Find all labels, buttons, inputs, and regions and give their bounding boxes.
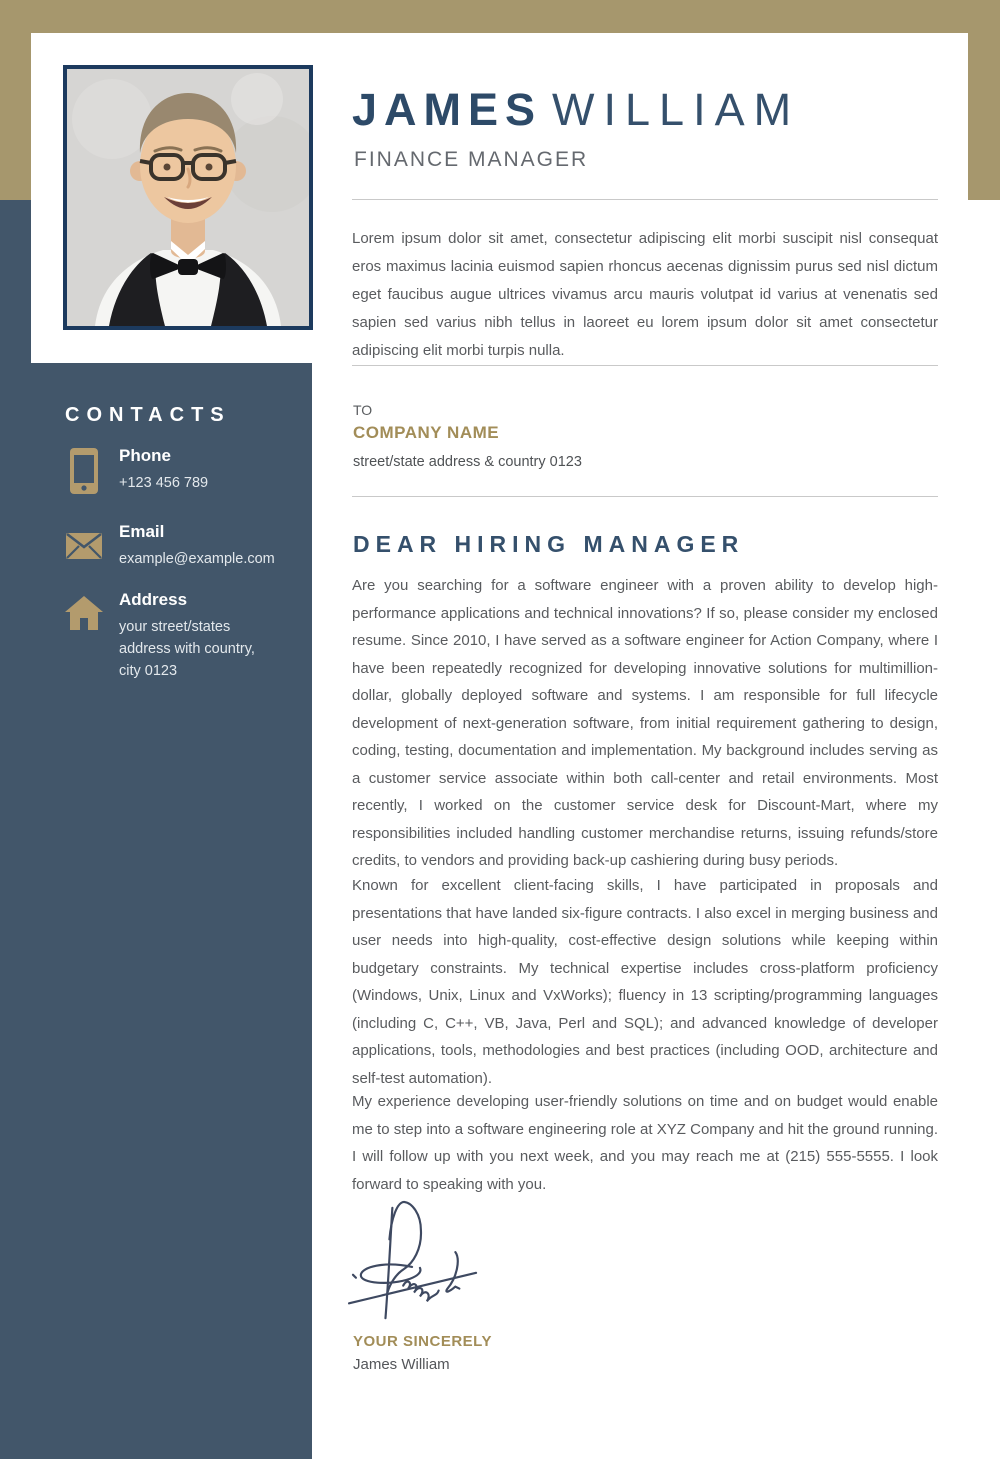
contact-row-phone <box>65 446 208 496</box>
signature <box>346 1198 486 1326</box>
last-name: WILLIAM <box>552 84 801 135</box>
contact-text-phone <box>119 446 208 496</box>
letter-paragraph-1: Are you searching for a software engineer with a proven ability to develop high-performance applications and technical innovations? If so, please consider my enclosed resume. Since 2010, I have served as a software engineer for Action Company, where I have been repeatedly recognized for developing innovative solutions for multimillion-dollar, globally deployed software and systems. I am responsible for full lifecycle development of next-generation software, from initial requirement gathering to design, coding, testing, documentation and implementation. My background includes serving as a customer service associate within both call-center and retail environments. Most recently, I worked on the customer service desk for Discount-Mart, where my responsibilities included handling customer merchandise returns, issuing refunds/store credits, to vendors and providing back-up cashiering during busy periods. <box>352 577 938 869</box>
salutation-heading: DEAR HIRING MANAGER <box>353 531 745 557</box>
portrait-illustration <box>67 69 309 326</box>
to-label: TO <box>353 402 373 418</box>
home-icon <box>65 590 103 682</box>
letter-paragraph-3: My experience developing user-friendly solutions on time and on budget would enable me to step into a software engineering role at XYZ Company and hit the ground running. I will follow up with you next week, and you may reach me at (215) 555-5555. I look forward to speaking with you. <box>352 1093 938 1193</box>
page-title <box>352 84 800 136</box>
contact-label: Phone <box>119 446 171 465</box>
contacts-heading: CONTACTS <box>65 404 231 426</box>
first-name: JAMES <box>352 84 543 135</box>
company-name: COMPANY NAME <box>353 423 500 442</box>
contact-text-email <box>119 522 275 570</box>
divider <box>352 199 938 200</box>
contact-text-address <box>119 590 279 682</box>
sidebar <box>0 200 312 1459</box>
company-address: street/state address & country 0123 <box>353 454 582 470</box>
contact-label: Address <box>119 590 188 609</box>
job-title: FINANCE MANAGER <box>354 148 589 171</box>
contact-label: Email <box>119 522 165 541</box>
closing-name: James William <box>353 1356 450 1373</box>
contact-value: your street/states address with country, city 0123 <box>119 619 255 679</box>
letter-body <box>352 0 938 1459</box>
contact-value: +123 456 789 <box>119 475 209 491</box>
phone-icon <box>65 446 103 496</box>
divider <box>352 365 938 366</box>
intro-paragraph: Lorem ipsum dolor sit amet, consectetur adipiscing elit morbi suscipit nisl consequat eros maximus lacinia euismod sapien rhoncus aecenas dignissim purus sed nisl dictum eget faucibus augue ultrices vivamus arcu mauris volutpat id varius at venenatis sed sapien sed varius nibh tellus in laoreet eu lorem ipsum dolor sit amet consectetur adipiscing elit morbi turpis nulla. <box>352 230 938 359</box>
contact-row-email <box>65 522 275 570</box>
letter-paragraph-2: Known for excellent client-facing skills, I have participated in proposals and presentations that have landed six-figure contracts. I also excel in merging business and user needs into high-quality, cost-effective design solutions while keeping within budgetary constraints. My technical expertise includes cross-platform proficiency (Windows, Unix, Linux and VxWorks); fluency in 13 scripting/programming languages (including C, C++, VB, Java, Perl and SQL); and advanced knowledge of developer applications, tools, methodologies and best practices (including OOD, architecture and self-test automation). <box>352 877 938 1087</box>
photo-card <box>31 33 340 363</box>
contact-row-address <box>65 590 279 682</box>
closing-label: YOUR SINCERELY <box>353 1333 492 1350</box>
email-icon <box>65 522 103 570</box>
divider <box>352 496 938 497</box>
contact-value: example@example.com <box>119 551 275 567</box>
profile-photo <box>63 65 313 330</box>
